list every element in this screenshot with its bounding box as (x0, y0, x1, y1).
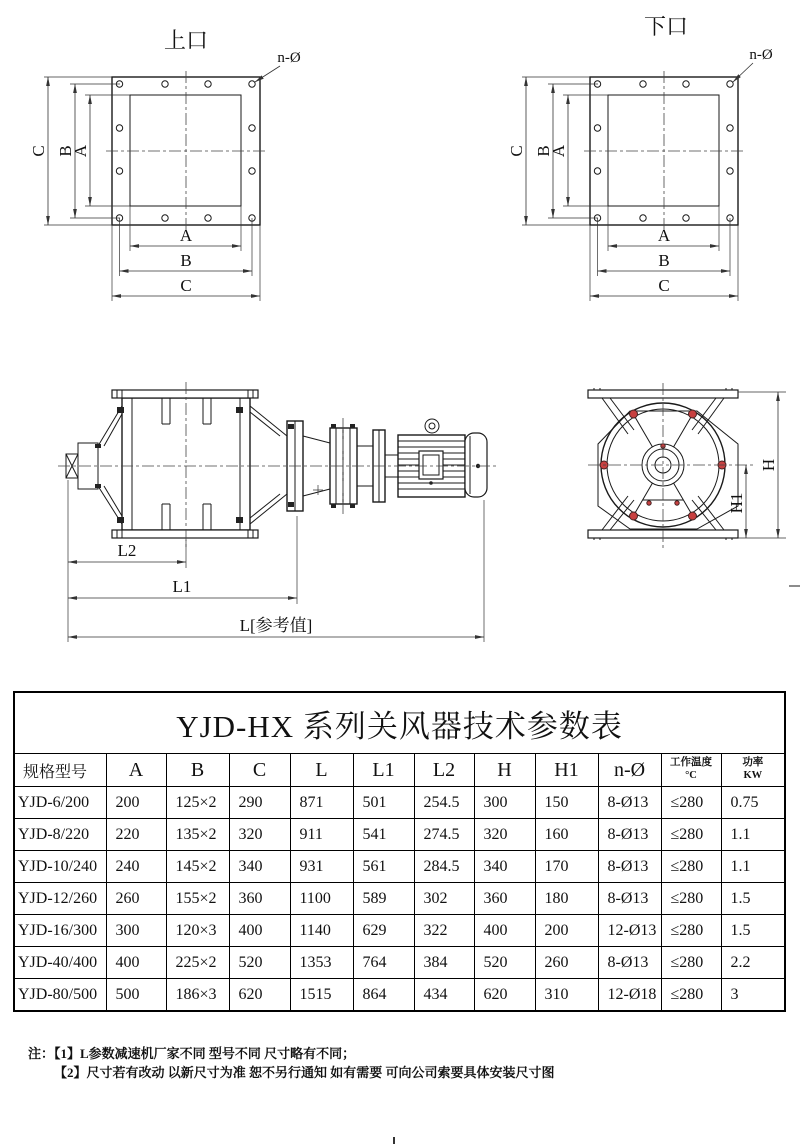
dim-b-left: B (56, 145, 75, 157)
value-cell: 911 (290, 819, 353, 851)
value-cell: 1353 (290, 947, 353, 979)
value-cell: 400 (229, 915, 290, 947)
footnote-line-2 (54, 1063, 555, 1082)
value-cell: 1100 (290, 883, 353, 915)
value-cell: 125×2 (166, 787, 229, 819)
dim-c-bottom: C (658, 276, 670, 295)
value-cell: 561 (353, 851, 414, 883)
model-cell: YJD-40/400 (14, 947, 106, 979)
column-header-功率: 功率 KW (721, 754, 785, 787)
model-cell: YJD-16/300 (14, 915, 106, 947)
value-cell: 12-Ø18 (598, 979, 661, 1012)
value-cell: 1140 (290, 915, 353, 947)
model-cell: YJD-80/500 (14, 979, 106, 1012)
footnote-text-2: 【2】尺寸若有改动 以新尺寸为准 恕不另行通知 如有需要 可向公司索要具体安装尺寸图 (54, 1065, 555, 1080)
value-cell: 620 (229, 979, 290, 1012)
value-cell: 400 (106, 947, 166, 979)
value-cell: 340 (474, 851, 535, 883)
value-cell: 240 (106, 851, 166, 883)
dim-l1-label: L1 (172, 577, 192, 596)
value-cell: ≤280 (661, 851, 721, 883)
table-row (14, 947, 785, 979)
column-header-l2: L2 (414, 754, 474, 787)
value-cell: 180 (535, 883, 598, 915)
value-cell: 360 (474, 883, 535, 915)
value-cell: ≤280 (661, 787, 721, 819)
column-header-c: C (229, 754, 290, 787)
value-cell: 340 (229, 851, 290, 883)
table-row (14, 915, 785, 947)
value-cell: 434 (414, 979, 474, 1012)
column-header-a: A (106, 754, 166, 787)
value-cell: 1.1 (721, 819, 785, 851)
side-view (58, 382, 496, 642)
value-cell: 8-Ø13 (598, 787, 661, 819)
value-cell: 1.5 (721, 883, 785, 915)
model-cell: YJD-6/200 (14, 787, 106, 819)
value-cell: 1.5 (721, 915, 785, 947)
dim-c-left: C (507, 145, 526, 157)
value-cell: 8-Ø13 (598, 947, 661, 979)
value-cell: 629 (353, 915, 414, 947)
footnote-line-1 (28, 1044, 555, 1063)
value-cell: ≤280 (661, 819, 721, 851)
value-cell: ≤280 (661, 979, 721, 1012)
value-cell: 3 (721, 979, 785, 1012)
dim-c-left: C (29, 145, 48, 157)
value-cell: 160 (535, 819, 598, 851)
model-cell: YJD-8/220 (14, 819, 106, 851)
value-cell: 155×2 (166, 883, 229, 915)
dim-a-left: A (549, 144, 568, 158)
value-cell: 520 (229, 947, 290, 979)
model-cell: YJD-12/260 (14, 883, 106, 915)
bottom-flange-title: 下口 (643, 14, 689, 39)
value-cell: 260 (535, 947, 598, 979)
column-header-model: 规格型号 (14, 754, 106, 787)
top-flange-view (29, 28, 301, 301)
value-cell: 254.5 (414, 787, 474, 819)
footnotes (28, 1044, 555, 1082)
value-cell: 290 (229, 787, 290, 819)
value-cell: 225×2 (166, 947, 229, 979)
value-cell: 135×2 (166, 819, 229, 851)
value-cell: 1515 (290, 979, 353, 1012)
column-header-工作温度: 工作温度 °C (661, 754, 721, 787)
value-cell: 589 (353, 883, 414, 915)
value-cell: 310 (535, 979, 598, 1012)
value-cell: 200 (106, 787, 166, 819)
table-row (14, 883, 785, 915)
value-cell: 8-Ø13 (598, 819, 661, 851)
table-row (14, 819, 785, 851)
value-cell: 8-Ø13 (598, 883, 661, 915)
value-cell: 145×2 (166, 851, 229, 883)
model-cell: YJD-10/240 (14, 851, 106, 883)
value-cell: 2.2 (721, 947, 785, 979)
value-cell: 384 (414, 947, 474, 979)
value-cell: 400 (474, 915, 535, 947)
dim-a-bottom: A (657, 226, 671, 245)
value-cell: 200 (535, 915, 598, 947)
end-view (588, 383, 800, 586)
dim-h1-label: H1 (727, 492, 746, 514)
value-cell: 520 (474, 947, 535, 979)
column-header-n-ø: n-Ø (598, 754, 661, 787)
table-body (14, 787, 785, 1012)
column-header-h1: H1 (535, 754, 598, 787)
dim-a-left: A (71, 144, 90, 158)
value-cell: 284.5 (414, 851, 474, 883)
dim-b-bottom: B (180, 251, 192, 270)
value-cell: 302 (414, 883, 474, 915)
table-title-row (14, 692, 785, 754)
value-cell: 170 (535, 851, 598, 883)
dim-b-left: B (534, 145, 553, 157)
dim-b-bottom: B (658, 251, 670, 270)
bottom-flange-view (507, 14, 773, 301)
value-cell: 764 (353, 947, 414, 979)
top-flange-title: 上口 (163, 28, 209, 53)
value-cell: ≤280 (661, 883, 721, 915)
dim-h-label: H (759, 458, 778, 472)
hole-count-label: n-Ø (749, 47, 773, 63)
table-title: YJD-HX 系列关风器技术参数表 (14, 692, 785, 754)
column-header-b: B (166, 754, 229, 787)
value-cell: ≤280 (661, 947, 721, 979)
value-cell: 871 (290, 787, 353, 819)
column-header-l1: L1 (353, 754, 414, 787)
value-cell: 322 (414, 915, 474, 947)
dim-l-ref-label: L[参考值] (239, 616, 313, 635)
parameters-table-grid (13, 691, 786, 1012)
parameters-table (13, 691, 786, 1012)
value-cell: 0.75 (721, 787, 785, 819)
table-row (14, 979, 785, 1012)
value-cell: 1.1 (721, 851, 785, 883)
value-cell: 300 (474, 787, 535, 819)
value-cell: 360 (229, 883, 290, 915)
dim-c-bottom: C (180, 276, 192, 295)
table-row (14, 787, 785, 819)
value-cell: 274.5 (414, 819, 474, 851)
value-cell: 150 (535, 787, 598, 819)
value-cell: 260 (106, 883, 166, 915)
page-artifact-mark (393, 1137, 395, 1144)
table-header-row (14, 754, 785, 787)
value-cell: 12-Ø13 (598, 915, 661, 947)
value-cell: 220 (106, 819, 166, 851)
column-header-l: L (290, 754, 353, 787)
footnote-prefix: 注： (28, 1046, 55, 1061)
value-cell: 186×3 (166, 979, 229, 1012)
footnote-text-1: 【1】L参数减速机厂家不同 型号不同 尺寸略有不同； (54, 1046, 356, 1061)
value-cell: 320 (229, 819, 290, 851)
value-cell: ≤280 (661, 915, 721, 947)
dim-a-bottom: A (179, 226, 193, 245)
dim-l2-label: L2 (117, 541, 137, 560)
value-cell: 931 (290, 851, 353, 883)
value-cell: 620 (474, 979, 535, 1012)
value-cell: 120×3 (166, 915, 229, 947)
value-cell: 541 (353, 819, 414, 851)
value-cell: 500 (106, 979, 166, 1012)
table-row (14, 851, 785, 883)
value-cell: 320 (474, 819, 535, 851)
value-cell: 8-Ø13 (598, 851, 661, 883)
value-cell: 501 (353, 787, 414, 819)
column-header-h: H (474, 754, 535, 787)
value-cell: 864 (353, 979, 414, 1012)
hole-count-label: n-Ø (277, 50, 301, 66)
value-cell: 300 (106, 915, 166, 947)
